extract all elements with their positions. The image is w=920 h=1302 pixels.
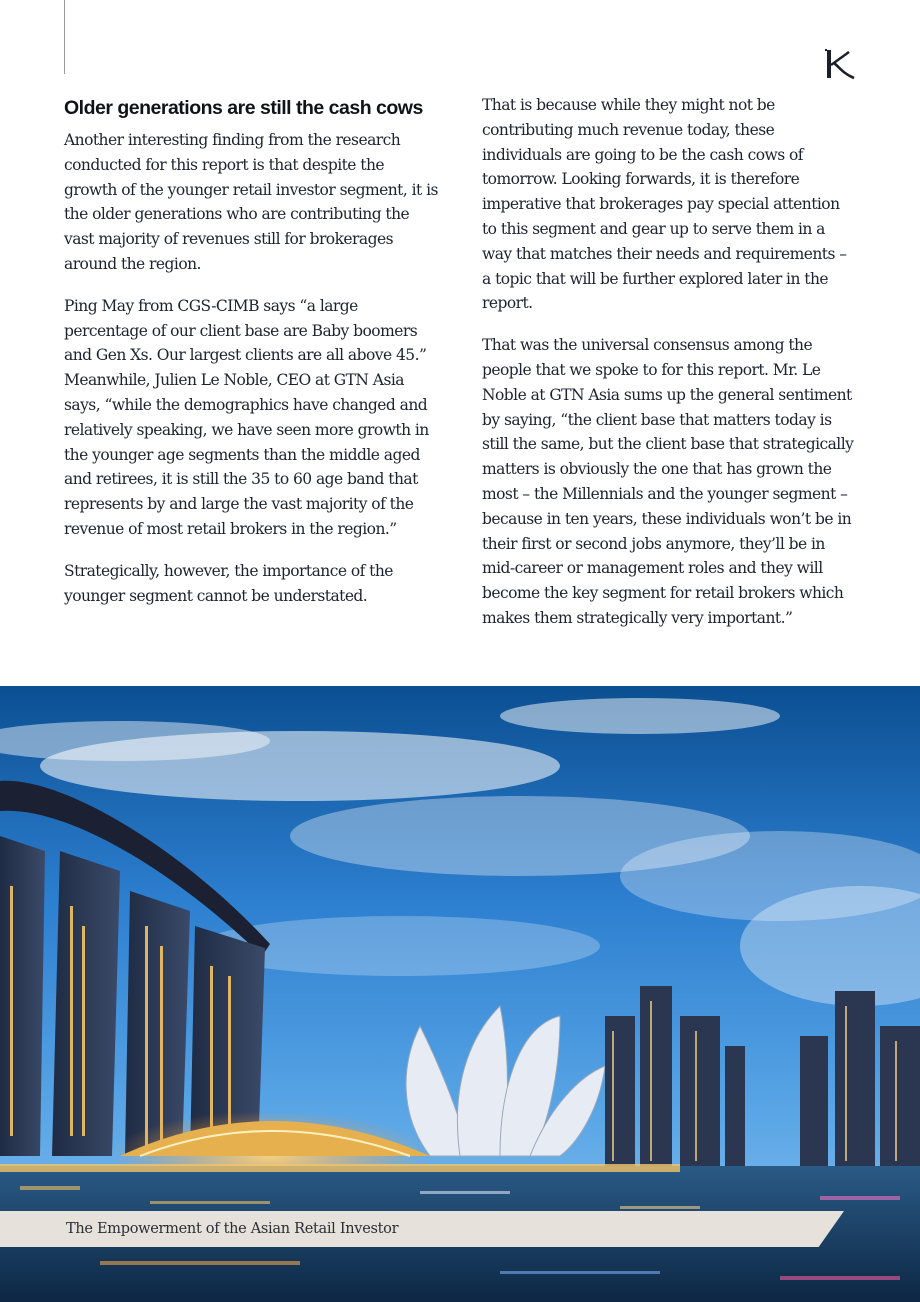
right-paragraph-1: That is because while they might not be contributing much revenue today, these individuals are going to be the cash cows of tomorrow. Looking forwards, it is therefore imperative that brokerages pay special attention to this segment and gear up to serve them in a way that matches their needs and requirements – a topic that will be further explored later in the report. [482,96,847,313]
left-paragraph-1: Another interesting finding from the research conducted for this report is that despite the growth of the younger retail investor segment, it is the older generations who are contributing the vast majority of revenues still for brokerages around the region. [64,131,438,273]
left-paragraph-2: Ping May from CGS-CIMB says “a large percentage of our client base are Baby boomers and Gen Xs. Our largest clients are all above 45.” Meanwhile, Julien Le Noble, CEO at GTN Asia says, “while the demographics have changed and relatively speaking, we have seen more growth in the younger age segments than the middle aged and retirees, it is still the 35 to 60 age band that represents by and large the vast majority of the revenue of most retail brokers in the region.” [64,296,429,538]
left-column [64,94,438,625]
singapore-skyline-photo [0,686,920,1302]
section-heading: Older generations are still the cash cows [64,97,423,119]
footer-title: The Empowerment of the Asian Retail Investor [66,1221,399,1237]
right-paragraph-2: That was the universal consensus among the people that we spoke to for this report. Mr. Le Noble at GTN Asia sums up the general sentiment by saying, “the client base that matters today is still the same, but the client base that strategically matters is obviously the one that has grown the most – the Millennials and the younger segment – because in ten years, these individuals won’t be in their first or second jobs anymore, they’ll be in mid-career or management roles and they will become the key segment for retail brokers which makes them strategically very important.” [482,336,854,627]
right-column [482,94,856,648]
margin-rule [64,0,65,74]
publisher-logo [822,48,856,80]
left-paragraph-3: Strategically, however, the importance of the younger segment cannot be understated. [64,561,393,605]
